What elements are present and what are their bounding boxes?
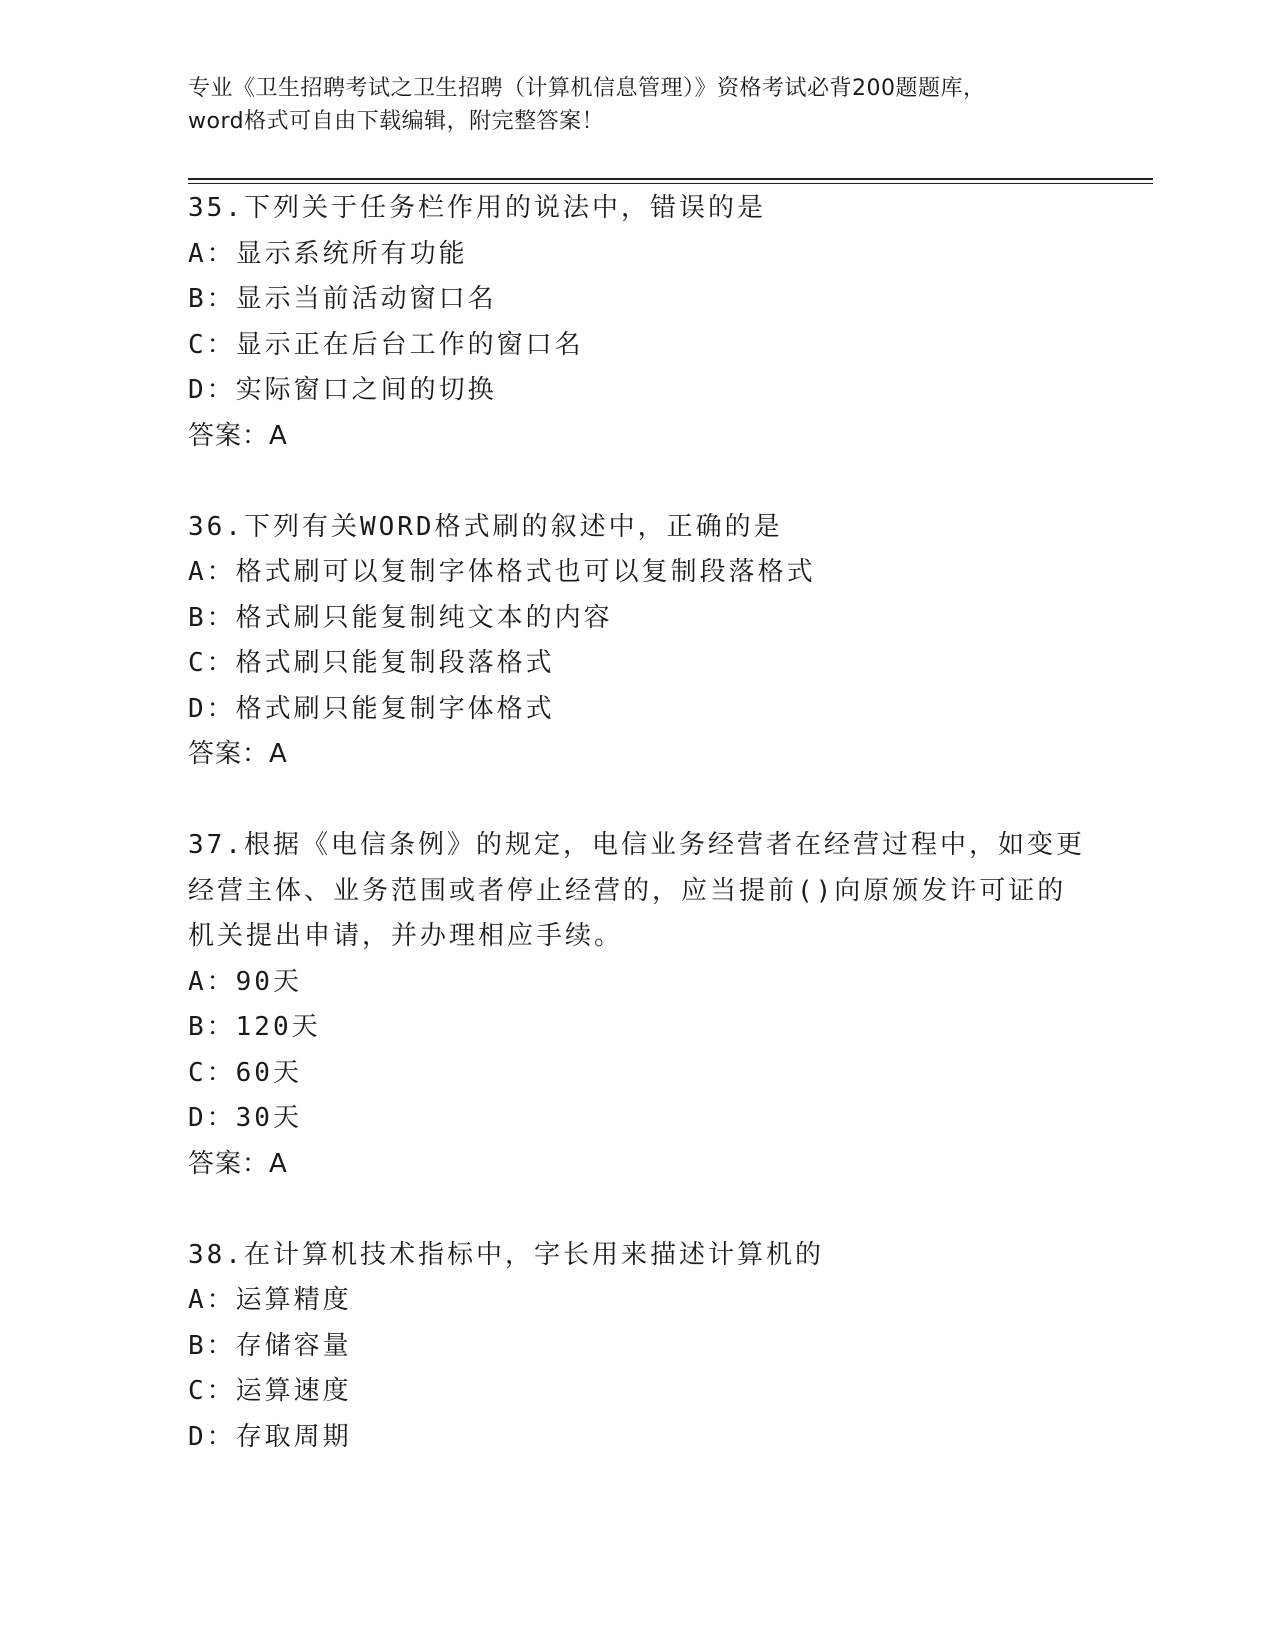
question-stem: 36.下列有关WORD格式刷的叙述中，正确的是 — [188, 511, 783, 542]
question-stem-line-1: 37.根据《电信条例》的规定，电信业务经营者在经营过程中，如变更 — [188, 830, 1085, 860]
option-c: C：格式刷只能复制段落格式 — [188, 648, 555, 678]
option-a: A：显示系统所有功能 — [188, 238, 468, 269]
question-stem-line-3: 机关提出申请，并办理相应手续。 — [188, 921, 624, 951]
question-spacer — [188, 459, 1188, 505]
header-divider-thin — [188, 183, 1153, 184]
option-a: A：90天 — [188, 966, 302, 997]
question-list — [188, 186, 1188, 1460]
question-35 — [188, 186, 1188, 459]
option-d: D：存取周期 — [188, 1421, 352, 1452]
option-c: C：60天 — [188, 1057, 302, 1088]
option-b: B：120天 — [188, 1012, 321, 1042]
question-36 — [188, 505, 1188, 778]
answer: 答案：A — [188, 420, 288, 451]
question-stem: 35.下列关于任务栏作用的说法中，错误的是 — [188, 193, 766, 223]
option-d: D：实际窗口之间的切换 — [188, 375, 497, 405]
header-title-line-2: word格式可自由下载编辑，附完整答案！ — [188, 109, 605, 134]
option-d: D：30天 — [188, 1103, 302, 1133]
answer: 答案：A — [188, 739, 288, 769]
option-b: B：存储容量 — [188, 1330, 352, 1361]
option-b: B：格式刷只能复制纯文本的内容 — [188, 602, 613, 633]
option-d: D：格式刷只能复制字体格式 — [188, 693, 555, 724]
option-b: B：显示当前活动窗口名 — [188, 284, 497, 314]
question-stem-line-2: 经营主体、业务范围或者停止经营的，应当提前()向原颁发许可证的 — [188, 875, 1067, 906]
option-c: C：显示正在后台工作的窗口名 — [188, 329, 584, 360]
question-spacer — [188, 1187, 1188, 1233]
question-38 — [188, 1233, 1188, 1461]
option-c: C：运算速度 — [188, 1376, 352, 1406]
answer: 答案：A — [188, 1148, 288, 1179]
header-title-line-1: 专业《卫生招聘考试之卫生招聘（计算机信息管理）》资格考试必背200题题库， — [188, 76, 986, 101]
header-divider — [188, 178, 1153, 180]
question-stem: 38.在计算机技术指标中，字长用来描述计算机的 — [188, 1239, 824, 1270]
question-spacer — [188, 778, 1188, 824]
option-a: A：运算精度 — [188, 1285, 352, 1315]
option-a: A：格式刷可以复制字体格式也可以复制段落格式 — [188, 557, 816, 587]
document-header — [188, 72, 1088, 138]
question-37 — [188, 823, 1188, 1187]
